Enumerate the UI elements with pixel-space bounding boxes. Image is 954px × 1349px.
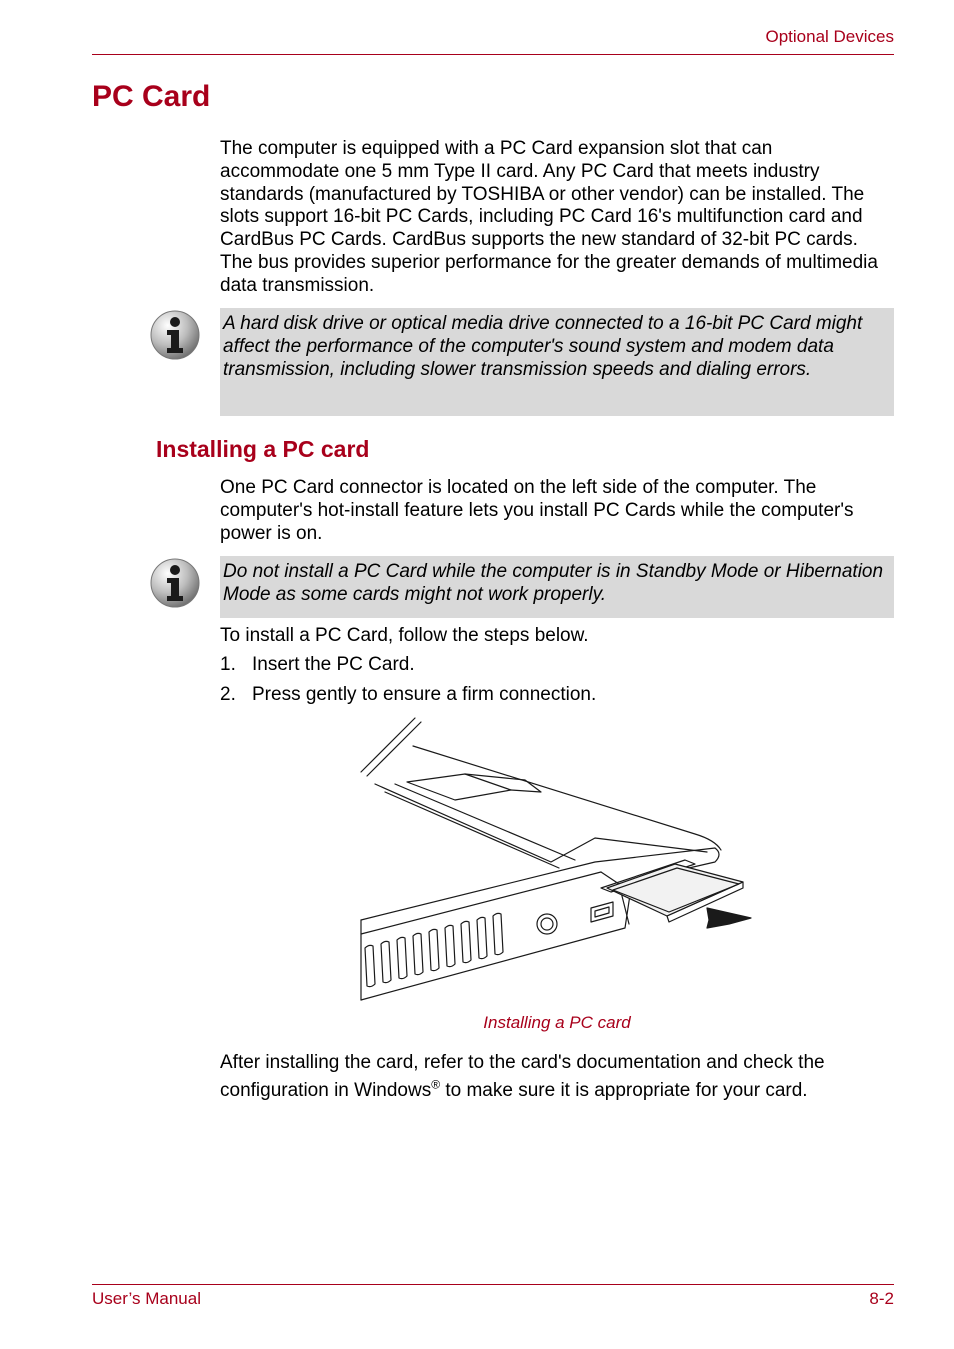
after-text-part1: After installing the card, refer to the card's documentation and check the configuration in Windows <box>220 1052 825 1101</box>
header-rule <box>92 54 894 55</box>
figure-caption: Installing a PC card <box>483 1013 631 1032</box>
header-section-title: Optional Devices <box>765 27 894 46</box>
step-text: Press gently to ensure a firm connection. <box>252 684 597 705</box>
after-install-paragraph <box>220 1049 894 1105</box>
note-box-1: A hard disk drive or optical media drive connected to a 16-bit PC Card might affect the performance of the computer's sound system and modem data transmission, including slower transmission speeds and dialing errors. <box>220 308 894 416</box>
footer-rule <box>92 1284 894 1285</box>
step-number: 2. <box>220 684 236 705</box>
after-text-part2: to make sure it is appropriate for your card. <box>440 1080 808 1101</box>
note-box-2: Do not install a PC Card while the computer is in Standby Mode or Hibernation Mode as some cards might not work properly. <box>220 556 894 618</box>
registered-mark: ® <box>431 1077 441 1092</box>
step-number: 1. <box>220 654 236 675</box>
section-heading: Installing a PC card <box>156 436 370 462</box>
info-icon <box>149 309 201 361</box>
steps-intro: To install a PC Card, follow the steps below. <box>220 625 589 646</box>
connector-paragraph: One PC Card connector is located on the left side of the computer. The computer's hot-install feature lets you install PC Cards while the computer's power is on. <box>220 477 854 544</box>
list-item <box>220 654 894 677</box>
page-title: PC Card <box>92 80 211 113</box>
info-icon <box>149 557 201 609</box>
intro-paragraph: The computer is equipped with a PC Card expansion slot that can accommodate one 5 mm Type II card. Any PC Card that meets industry standards (manufactured by TOSHIBA or other vendor) can be installed. The slots support 16-bit PC Cards, including PC Card 16's multifunction card and CardBus PC Cards. CardBus supports the new standard of 32-bit PC cards. The bus provides superior performance for the greater demands of multimedia data transmission. <box>220 138 878 296</box>
page-number: 8-2 <box>869 1289 894 1308</box>
footer-manual-title: User’s Manual <box>92 1289 201 1308</box>
list-item <box>220 684 894 707</box>
step-text: Insert the PC Card. <box>252 654 415 675</box>
pc-card-illustration <box>355 712 755 1004</box>
